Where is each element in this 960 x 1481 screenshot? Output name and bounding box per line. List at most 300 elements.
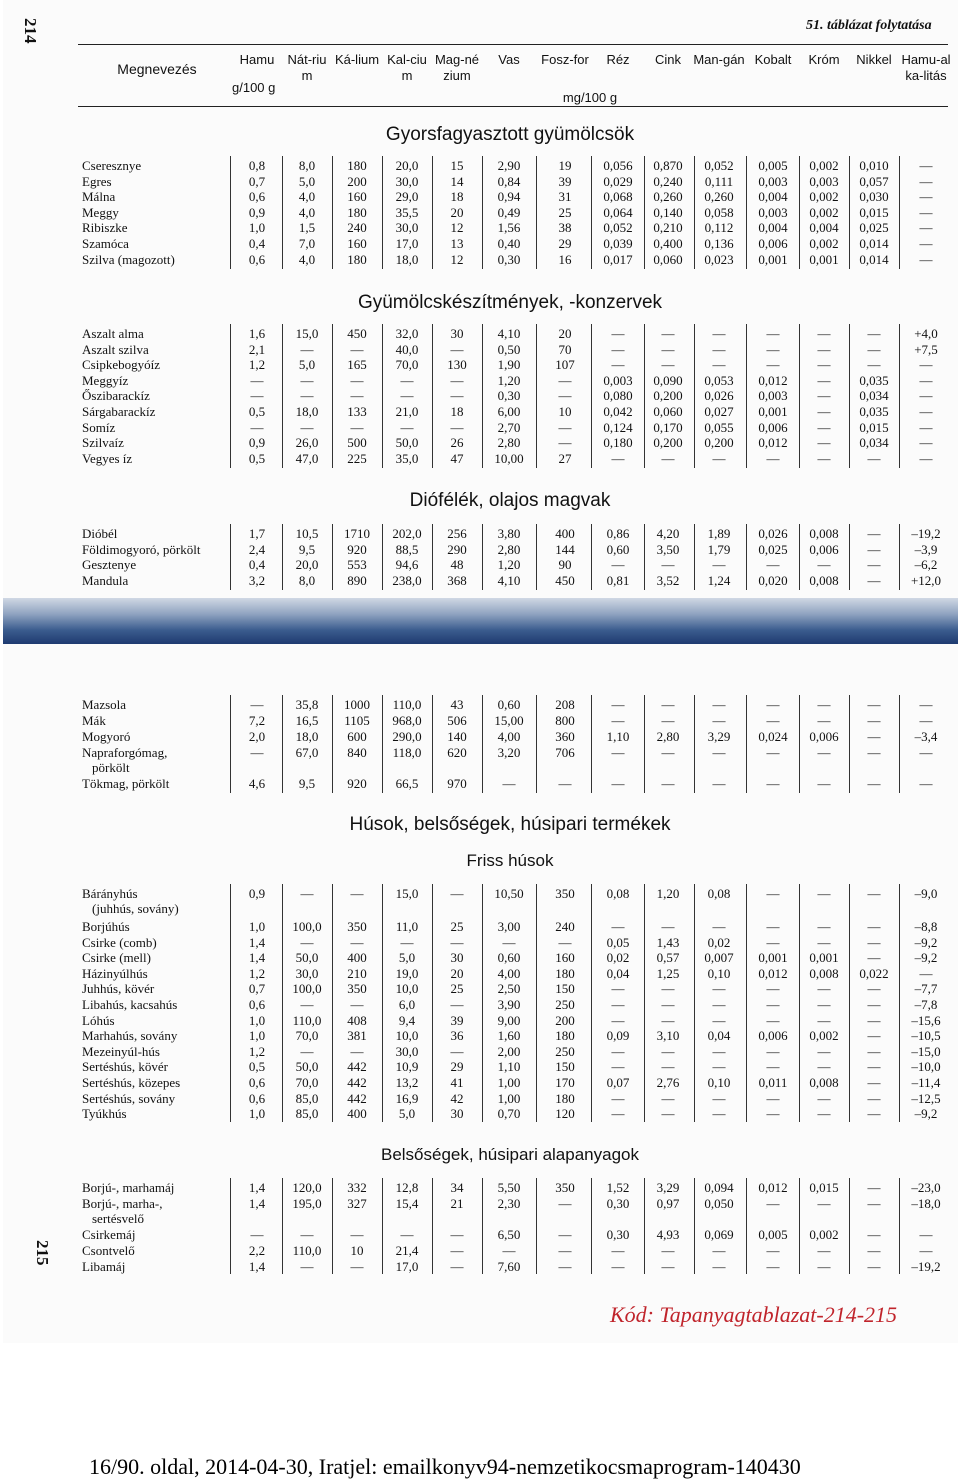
table-row-cell: 0,012 bbox=[758, 372, 788, 388]
table-row-name: Földimogyoró, pörkölt bbox=[82, 541, 201, 557]
table-row-cell: +4,0 bbox=[914, 326, 938, 341]
table-row-cell: 85,0 bbox=[295, 1106, 319, 1122]
table-row-cell: 10,0 bbox=[395, 981, 419, 997]
table-row-cell: — bbox=[661, 776, 675, 791]
table-row-cell: 3,50 bbox=[656, 541, 680, 557]
table-row-cell: 6,0 bbox=[398, 997, 416, 1012]
table-row-cell: 1,2 bbox=[248, 357, 266, 373]
table-row-cell: — bbox=[817, 997, 831, 1012]
table-row-cell: — bbox=[867, 541, 881, 557]
table-row-cell: 47 bbox=[450, 450, 464, 466]
table-row-cell: 110,0 bbox=[292, 1012, 322, 1028]
table-row-cell: 332 bbox=[347, 1180, 367, 1195]
column-rule bbox=[382, 324, 383, 468]
table-row-cell: — bbox=[350, 1043, 364, 1059]
table-row-cell: — bbox=[558, 934, 572, 950]
table-row-cell: — bbox=[867, 1028, 881, 1044]
column-rule bbox=[382, 1178, 383, 1274]
table-row-cell: 3,90 bbox=[497, 997, 521, 1012]
header-col-0: Hamu bbox=[239, 52, 275, 67]
table-row-cell: –15,6 bbox=[911, 1012, 941, 1028]
table-row-cell: 0,6 bbox=[248, 189, 266, 205]
table-row-cell: 400 bbox=[347, 950, 367, 966]
table-row-cell: — bbox=[817, 404, 831, 419]
table-row-cell: 2,90 bbox=[497, 158, 521, 173]
table-row-cell: 8,0 bbox=[298, 572, 316, 588]
table-row-cell: — bbox=[766, 557, 780, 573]
table-row-cell: 202,0 bbox=[392, 526, 422, 541]
table-row-cell: — bbox=[611, 557, 625, 573]
table-row-cell: — bbox=[611, 713, 625, 728]
table-row-cell: 90 bbox=[558, 557, 572, 573]
table-row-cell: — bbox=[867, 713, 881, 728]
table-row-cell: — bbox=[867, 886, 881, 901]
section-title: Gyümölcskészítmények, -konzervek bbox=[357, 292, 663, 313]
table-row-cell: 0,002 bbox=[809, 1227, 839, 1242]
table-row-cell: 9,4 bbox=[398, 1012, 416, 1028]
table-row-cell: 256 bbox=[447, 526, 467, 541]
table-row-cell: — bbox=[766, 1259, 780, 1274]
table-row-cell: 0,002 bbox=[809, 236, 839, 251]
table-row-cell: 0,9 bbox=[248, 204, 266, 220]
table-row-cell: 26 bbox=[450, 435, 464, 451]
table-row-cell: 0,080 bbox=[603, 388, 633, 404]
table-row-cell: — bbox=[300, 934, 314, 950]
table-row-cell: 1,20 bbox=[497, 557, 521, 573]
table-row-cell: 400 bbox=[555, 526, 575, 541]
table-row-cell: 0,30 bbox=[606, 1227, 630, 1242]
table-row-cell: 110,0 bbox=[392, 697, 422, 712]
column-rule bbox=[694, 156, 695, 269]
table-row-cell: 1,0 bbox=[248, 919, 266, 934]
column-rule bbox=[799, 695, 800, 793]
table-row-name: Csipkebogyóíz bbox=[82, 357, 160, 373]
column-rule bbox=[230, 1178, 231, 1274]
table-row-cell: 0,008 bbox=[809, 1075, 839, 1090]
table-row-cell: 553 bbox=[347, 557, 367, 573]
table-row-cell: 920 bbox=[347, 776, 367, 791]
table-row-cell: 4,00 bbox=[497, 729, 521, 744]
table-row-cell: 1,4 bbox=[248, 950, 266, 966]
table-row-cell: 350 bbox=[347, 981, 367, 997]
table-row-cell: — bbox=[558, 1227, 572, 1242]
table-row-cell: — bbox=[661, 997, 675, 1012]
column-rule bbox=[746, 884, 747, 1122]
header-col-9: Man-gán bbox=[693, 52, 745, 67]
table-row-cell: 29,0 bbox=[395, 189, 419, 205]
table-row-cell: 0,94 bbox=[497, 189, 521, 205]
column-rule bbox=[282, 695, 283, 793]
table-row-cell: 30 bbox=[450, 326, 464, 341]
column-rule bbox=[746, 156, 747, 269]
table-row-cell: — bbox=[867, 1196, 881, 1211]
table-row-name: Mandula bbox=[82, 572, 129, 588]
table-row-cell: — bbox=[661, 341, 675, 357]
table-row-name: Málna bbox=[82, 189, 116, 205]
table-row-cell: — bbox=[611, 997, 625, 1012]
table-row-cell: — bbox=[817, 1043, 831, 1059]
table-row-cell: — bbox=[350, 997, 364, 1012]
table-row-cell: 3,2 bbox=[248, 572, 266, 588]
table-row-cell: 11,0 bbox=[395, 919, 419, 934]
table-row-cell: 15 bbox=[450, 158, 464, 173]
table-row-cell: 180 bbox=[555, 1090, 575, 1106]
page-number-top: 214 bbox=[21, 18, 40, 44]
table-row-cell: –6,2 bbox=[914, 557, 938, 573]
table-row-cell: 0,003 bbox=[758, 388, 788, 404]
table-row-cell: — bbox=[766, 1243, 780, 1258]
table-row-cell: 450 bbox=[347, 326, 367, 341]
table-row-name: Őszibarackíz bbox=[82, 388, 150, 404]
table-row-cell: –8,8 bbox=[914, 919, 938, 934]
table-row-cell: –15,0 bbox=[911, 1043, 941, 1059]
column-rule bbox=[382, 884, 383, 1122]
table-row-cell: 48 bbox=[450, 557, 464, 573]
table-row-cell: 34 bbox=[450, 1180, 464, 1195]
table-row-cell: –9,2 bbox=[914, 934, 938, 950]
table-row-cell: 10,5 bbox=[295, 526, 319, 541]
table-row-cell: 21,0 bbox=[395, 404, 419, 419]
table-row-cell: 0,003 bbox=[758, 204, 788, 220]
table-row-cell: — bbox=[300, 341, 314, 357]
table-row-cell: — bbox=[611, 981, 625, 997]
table-row-cell: 506 bbox=[447, 713, 467, 728]
table-row-cell: 120 bbox=[555, 1106, 575, 1122]
column-rule bbox=[536, 695, 537, 793]
table-row-cell: 15,0 bbox=[395, 886, 419, 901]
table-row-cell: 180 bbox=[347, 251, 367, 267]
table-row-name: Cseresznye bbox=[82, 158, 142, 173]
table-row-cell: 0,012 bbox=[758, 1180, 788, 1195]
table-row-cell: — bbox=[661, 713, 675, 728]
header-col-3: Kal-cium bbox=[387, 52, 427, 83]
table-row-cell: 1,0 bbox=[248, 220, 266, 236]
table-row-cell: 360 bbox=[555, 729, 575, 744]
table-row-cell: 0,8 bbox=[248, 158, 266, 173]
table-row-cell: 0,400 bbox=[653, 236, 683, 251]
table-row-cell: — bbox=[558, 388, 572, 404]
table-row-cell: — bbox=[712, 1243, 726, 1258]
column-rule bbox=[799, 324, 800, 468]
table-row-cell: 0,6 bbox=[248, 997, 266, 1012]
table-row-cell: — bbox=[450, 1243, 464, 1258]
table-row-cell: 3,10 bbox=[656, 1028, 680, 1044]
column-rule bbox=[746, 1178, 747, 1274]
table-row-cell: 70,0 bbox=[295, 1075, 319, 1090]
column-rule bbox=[799, 156, 800, 269]
table-row-name: Meggyíz bbox=[82, 372, 129, 388]
table-row-cell: 0,039 bbox=[603, 236, 633, 251]
table-row-cell: 1,2 bbox=[248, 1043, 266, 1059]
table-row-cell: 0,011 bbox=[758, 1075, 788, 1090]
table-row-cell: 0,870 bbox=[653, 158, 683, 173]
column-rule bbox=[694, 324, 695, 468]
header-col-11: Króm bbox=[808, 52, 840, 67]
table-row-cell: 41 bbox=[450, 1075, 464, 1090]
table-row-cell: 30,0 bbox=[395, 173, 419, 189]
table-row-cell: 70,0 bbox=[295, 1028, 319, 1044]
table-row-cell: 10 bbox=[558, 404, 572, 419]
table-row-cell: 20 bbox=[450, 965, 464, 981]
column-rule bbox=[746, 695, 747, 793]
table-row-cell: 39 bbox=[558, 173, 572, 189]
table-row-name: Lóhús bbox=[82, 1012, 115, 1028]
column-rule bbox=[382, 524, 383, 590]
table-row-cell: 4,10 bbox=[497, 572, 521, 588]
table-row-cell: 5,50 bbox=[497, 1180, 521, 1195]
table-row-cell: 0,30 bbox=[497, 388, 521, 404]
table-row-cell: — bbox=[919, 158, 933, 173]
column-rule bbox=[694, 695, 695, 793]
table-row-cell: 30,0 bbox=[395, 220, 419, 236]
table-row-cell: 3,52 bbox=[656, 572, 680, 588]
table-row-cell: — bbox=[661, 1090, 675, 1106]
table-row-cell: 67,0 bbox=[295, 745, 319, 760]
table-row-cell: 0,014 bbox=[859, 236, 889, 251]
table-row-cell: 500 bbox=[347, 435, 367, 451]
table-row-cell: 0,006 bbox=[758, 419, 788, 435]
table-row-name: Libamáj bbox=[82, 1259, 126, 1274]
table-row-cell: — bbox=[450, 886, 464, 901]
table-row-cell: — bbox=[766, 450, 780, 466]
column-rule bbox=[746, 524, 747, 590]
table-row-cell: 31 bbox=[558, 189, 572, 205]
table-row-cell: 21 bbox=[450, 1196, 464, 1211]
table-row-cell: 0,002 bbox=[809, 1028, 839, 1044]
table-row-cell: 32,0 bbox=[395, 326, 419, 341]
column-rule bbox=[694, 1178, 695, 1274]
table-row-cell: 0,050 bbox=[704, 1196, 734, 1211]
table-row-cell: — bbox=[502, 934, 516, 950]
table-row-name: Házinyúlhús bbox=[82, 965, 148, 981]
table-row-cell: — bbox=[611, 1243, 625, 1258]
table-row-cell: 0,124 bbox=[603, 419, 633, 435]
column-rule bbox=[482, 884, 483, 1122]
table-row-cell: — bbox=[766, 981, 780, 997]
table-row-cell: — bbox=[867, 981, 881, 997]
table-row-cell: — bbox=[919, 1227, 933, 1242]
table-row-cell: –18,0 bbox=[911, 1196, 941, 1211]
table-row-cell: –7,7 bbox=[914, 981, 938, 997]
header-col-2: Ká-lium bbox=[334, 52, 380, 67]
table-row-cell: — bbox=[817, 886, 831, 901]
table-row-cell: 25 bbox=[558, 204, 572, 220]
table-row-cell: 0,002 bbox=[809, 204, 839, 220]
column-rule bbox=[536, 1178, 537, 1274]
table-row-cell: — bbox=[250, 745, 264, 760]
table-row-cell: — bbox=[766, 697, 780, 712]
table-row-cell: 0,030 bbox=[859, 189, 889, 205]
table-row-cell: — bbox=[350, 934, 364, 950]
scan-divider-band bbox=[3, 598, 958, 644]
table-row-cell: — bbox=[400, 1227, 414, 1242]
column-rule bbox=[432, 1178, 433, 1274]
table-row-cell: 0,136 bbox=[704, 236, 734, 251]
table-row-cell: 15,4 bbox=[395, 1196, 419, 1211]
table-row-cell: — bbox=[558, 372, 572, 388]
table-row-name: Dióbél bbox=[82, 526, 118, 541]
table-row-cell: — bbox=[250, 372, 264, 388]
column-rule bbox=[536, 156, 537, 269]
column-rule bbox=[799, 524, 800, 590]
table-row-cell: — bbox=[712, 1259, 726, 1274]
column-rule bbox=[849, 324, 850, 468]
rule-line bbox=[78, 106, 948, 107]
section-title: Húsok, belsőségek, húsipari termékek bbox=[349, 814, 671, 835]
table-row-cell: — bbox=[611, 776, 625, 791]
table-row-name: Juhhús, kövér bbox=[82, 981, 155, 997]
table-row-cell: 2,2 bbox=[248, 1243, 266, 1258]
table-row-name: Sertéshús, közepes bbox=[82, 1075, 181, 1090]
table-row-name: Tyúkhús bbox=[82, 1106, 127, 1122]
table-row-cell: — bbox=[558, 435, 572, 451]
table-row-cell: — bbox=[867, 572, 881, 588]
table-row-cell: 0,015 bbox=[859, 419, 889, 435]
table-row-cell: — bbox=[919, 1243, 933, 1258]
table-row-cell: — bbox=[766, 1012, 780, 1028]
table-row-cell: — bbox=[400, 419, 414, 435]
column-rule bbox=[332, 156, 333, 269]
column-rule bbox=[644, 1178, 645, 1274]
table-row-cell: 0,026 bbox=[704, 388, 734, 404]
table-row-cell: 6,00 bbox=[497, 404, 521, 419]
table-row-cell: — bbox=[400, 372, 414, 388]
table-row-cell: 4,20 bbox=[656, 526, 680, 541]
table-row-cell: — bbox=[919, 404, 933, 419]
table-row-cell: — bbox=[919, 236, 933, 251]
table-row-cell: — bbox=[450, 1043, 464, 1059]
table-row-cell: 0,81 bbox=[606, 572, 630, 588]
table-row-cell: — bbox=[919, 173, 933, 189]
table-row-cell: — bbox=[817, 745, 831, 760]
table-row-cell: — bbox=[867, 557, 881, 573]
table-row-cell: 18,0 bbox=[295, 404, 319, 419]
table-row-cell: 0,49 bbox=[497, 204, 521, 220]
table-row-name: Csirke (comb) bbox=[82, 934, 157, 950]
table-row-cell: 0,068 bbox=[603, 189, 633, 205]
subsection-title: Friss húsok bbox=[466, 851, 554, 870]
table-row-cell: 4,10 bbox=[497, 326, 521, 341]
table-row-cell: — bbox=[661, 1043, 675, 1059]
table-row-cell: 16 bbox=[558, 251, 572, 267]
table-row-cell: 1,00 bbox=[497, 1090, 521, 1106]
table-row-cell: 7,2 bbox=[248, 713, 266, 728]
table-row-cell: 0,020 bbox=[758, 572, 788, 588]
table-row-cell: 970 bbox=[447, 776, 467, 791]
table-row-cell: — bbox=[712, 1059, 726, 1075]
table-row-name: Borjúhús bbox=[82, 919, 130, 934]
table-row-cell: — bbox=[766, 1196, 780, 1211]
table-row-cell: 1,5 bbox=[298, 220, 316, 236]
table-row-cell: 1,6 bbox=[248, 326, 266, 341]
table-row-cell: 4,93 bbox=[656, 1227, 680, 1242]
table-row-cell: 0,017 bbox=[603, 251, 633, 267]
table-row-cell: 0,30 bbox=[606, 1196, 630, 1211]
table-row-cell: 0,094 bbox=[704, 1180, 734, 1195]
table-row-cell: — bbox=[817, 1196, 831, 1211]
table-row-cell: — bbox=[712, 326, 726, 341]
table-row-cell: 6,50 bbox=[497, 1227, 521, 1242]
table-row-cell: — bbox=[712, 1043, 726, 1059]
table-row-cell: 0,6 bbox=[248, 1075, 266, 1090]
column-rule bbox=[282, 324, 283, 468]
table-row-cell: –3,9 bbox=[914, 541, 938, 557]
table-row-cell: 70 bbox=[558, 341, 572, 357]
column-rule bbox=[282, 156, 283, 269]
table-row-name: Aszalt szilva bbox=[82, 341, 149, 357]
column-rule bbox=[282, 524, 283, 590]
table-row-cell: 165 bbox=[347, 357, 367, 373]
table-row-cell: — bbox=[817, 357, 831, 373]
table-row-cell: — bbox=[712, 341, 726, 357]
table-row-cell: 94,6 bbox=[395, 557, 419, 573]
table-row-cell: — bbox=[766, 934, 780, 950]
table-row-cell: 2,80 bbox=[656, 729, 680, 744]
table-row-cell: 0,058 bbox=[704, 204, 734, 220]
column-rule bbox=[899, 884, 900, 1122]
table-row-cell: 5,0 bbox=[398, 1106, 416, 1122]
table-row-cell: 1,00 bbox=[497, 1075, 521, 1090]
table-row-cell: — bbox=[712, 981, 726, 997]
table-row-cell: 4,6 bbox=[248, 776, 266, 791]
table-row-name: Ribiszke bbox=[82, 220, 128, 236]
column-rule bbox=[482, 324, 483, 468]
table-row-cell: — bbox=[450, 934, 464, 950]
table-row-name: Napraforgómag, bbox=[82, 745, 168, 760]
column-rule bbox=[644, 324, 645, 468]
table-row-cell: 21,4 bbox=[395, 1243, 419, 1258]
table-row-cell: 0,30 bbox=[497, 251, 521, 267]
table-row-cell: 0,034 bbox=[859, 435, 889, 451]
table-row-cell: 0,057 bbox=[859, 173, 889, 189]
table-row-cell: 20,0 bbox=[295, 557, 319, 573]
table-row-cell: — bbox=[712, 713, 726, 728]
table-row-cell: 100,0 bbox=[292, 981, 322, 997]
table-row-cell: 200 bbox=[347, 173, 367, 189]
table-row-cell: 35,8 bbox=[295, 697, 319, 712]
table-row-cell: 0,08 bbox=[606, 886, 630, 901]
header-col-10: Kobalt bbox=[754, 52, 792, 67]
column-rule bbox=[591, 1178, 592, 1274]
table-row-cell: — bbox=[817, 919, 831, 934]
table-row-cell: 1,0 bbox=[248, 1106, 266, 1122]
table-row-cell: — bbox=[611, 357, 625, 373]
table-row-cell: 0,7 bbox=[248, 173, 266, 189]
table-row-name: Tökmag, pörkölt bbox=[82, 776, 170, 791]
table-row-cell: 25 bbox=[450, 981, 464, 997]
table-row-cell: — bbox=[867, 341, 881, 357]
table-row-cell: — bbox=[919, 189, 933, 205]
table-row-cell: 0,025 bbox=[859, 220, 889, 236]
table-row-cell: 5,0 bbox=[398, 950, 416, 966]
table-row-cell: 0,006 bbox=[758, 236, 788, 251]
table-row-cell: 0,090 bbox=[653, 372, 683, 388]
table-row-cell: –3,4 bbox=[914, 729, 938, 744]
column-rule bbox=[332, 1178, 333, 1274]
column-rule bbox=[899, 524, 900, 590]
table-row-cell: 0,002 bbox=[809, 158, 839, 173]
table-row-cell: 0,260 bbox=[653, 189, 683, 205]
table-row-cell: 18 bbox=[450, 189, 464, 205]
table-row-cell: 20 bbox=[450, 204, 464, 220]
table-row-cell: 9,5 bbox=[298, 776, 316, 791]
table-row-cell: 0,6 bbox=[248, 251, 266, 267]
table-row-cell: 7,0 bbox=[298, 236, 316, 251]
table-row-cell: 1105 bbox=[344, 713, 370, 728]
table-row-name: Szilvaíz bbox=[82, 435, 124, 451]
table-row-cell: — bbox=[400, 934, 414, 950]
table-row-cell: 0,84 bbox=[497, 173, 521, 189]
